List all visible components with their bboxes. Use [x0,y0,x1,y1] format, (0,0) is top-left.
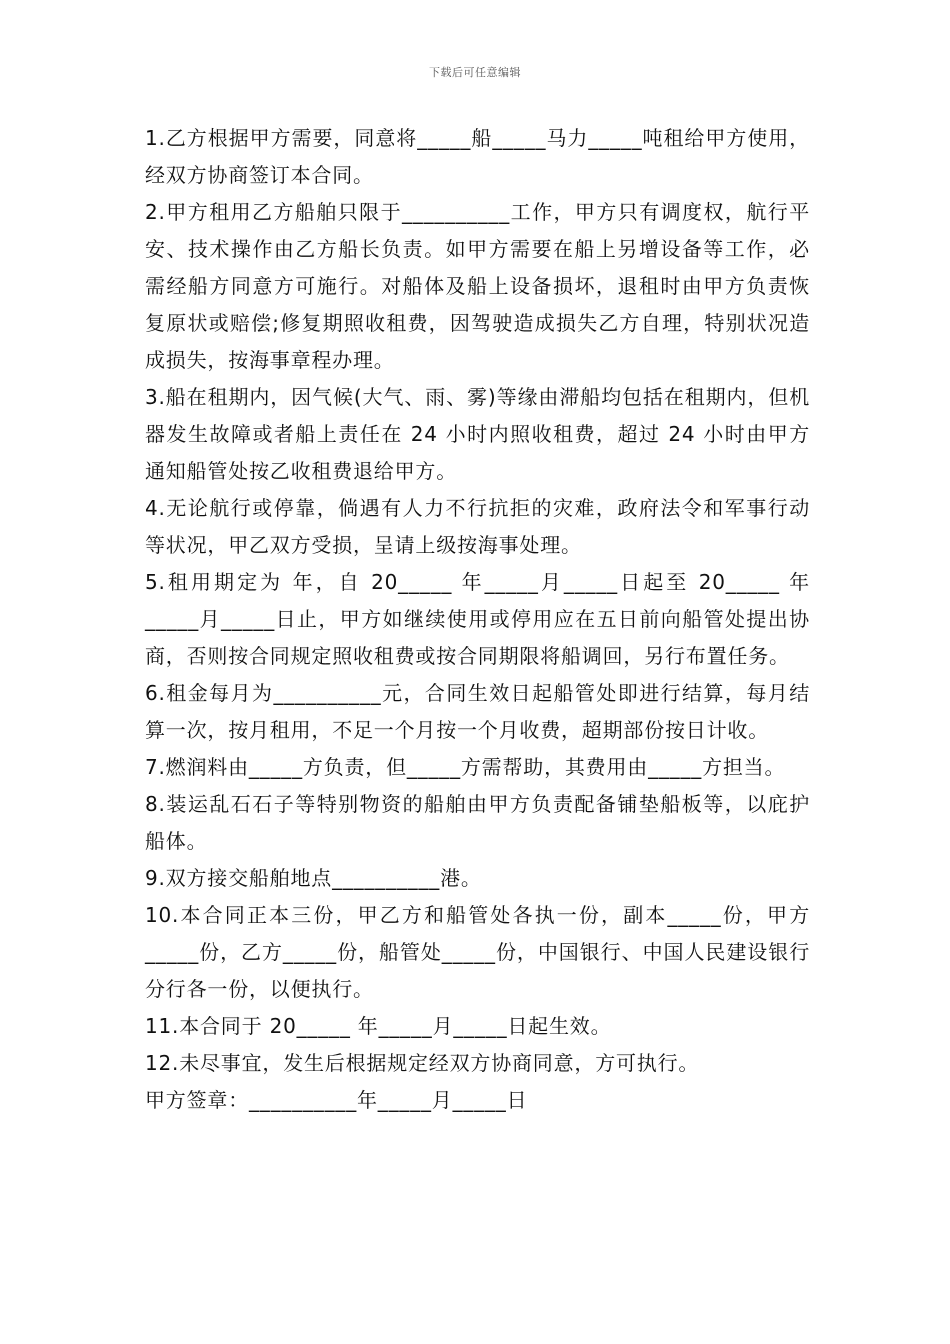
clause-4: 4.无论航行或停靠，倘遇有人力不行抗拒的灾难，政府法令和军事行动等状况，甲乙双方受损，呈请上级按海事处理。 [145,496,810,557]
clause-8: 8.装运乱石石子等特别物资的船舶由甲方负责配备铺垫船板等，以庇护船体。 [145,792,810,853]
clause-6: 6.租金每月为__________元，合同生效日起船管处即进行结算，每月结算一次，按月租用，不足一个月按一个月收费，超期部份按日计收。 [145,681,810,742]
clause-12: 12.未尽事宜，发生后根据规定经双方协商同意，方可执行。 [145,1051,700,1075]
contract-body [145,120,810,1119]
clause-5: 5.租用期定为 年，自 20_____ 年_____月_____日起至 20_____ 年_____月_____日止，甲方如继续使用或停用应在五日前向船管处提出协商，否则按合同规定照收租费或按合同期限将船调回，另行布置任务。 [145,570,810,668]
page-header: 下载后可任意编辑 [429,66,521,79]
clause-2: 2.甲方租用乙方船舶只限于__________工作，甲方只有调度权，航行平安、技术操作由乙方船长负责。如甲方需要在船上另增设备等工作，必需经船方同意方可施行。对船体及船上设备损坏，退租时由甲方负责恢复原状或赔偿;修复期照收租费，因驾驶造成损失乙方自理，特别状况造成损失，按海事章程办理。 [145,200,810,372]
party-a-signature-line: 甲方签章：__________年_____月_____日 [145,1088,528,1112]
clause-10: 10.本合同正本三份，甲乙方和船管处各执一份，副本_____份，甲方_____份，乙方_____份，船管处_____份，中国银行、中国人民建设银行分行各一份，以便执行。 [145,903,810,1001]
clause-3: 3.船在租期内，因气候(大气、雨、雾)等缘由滞船均包括在租期内，但机器发生故障或者船上责任在 24 小时内照收租费，超过 24 小时由甲方通知船管处按乙收租费退给甲方。 [145,385,810,483]
clause-9: 9.双方接交船舶地点__________港。 [145,866,482,890]
clause-7: 7.燃润料由_____方负责，但_____方需帮助，其费用由_____方担当。 [145,755,786,779]
clause-11: 11.本合同于 20_____ 年_____月_____日起生效。 [145,1014,612,1038]
clause-1: 1.乙方根据甲方需要，同意将_____船_____马力_____吨租给甲方使用，经双方协商签订本合同。 [145,126,810,187]
